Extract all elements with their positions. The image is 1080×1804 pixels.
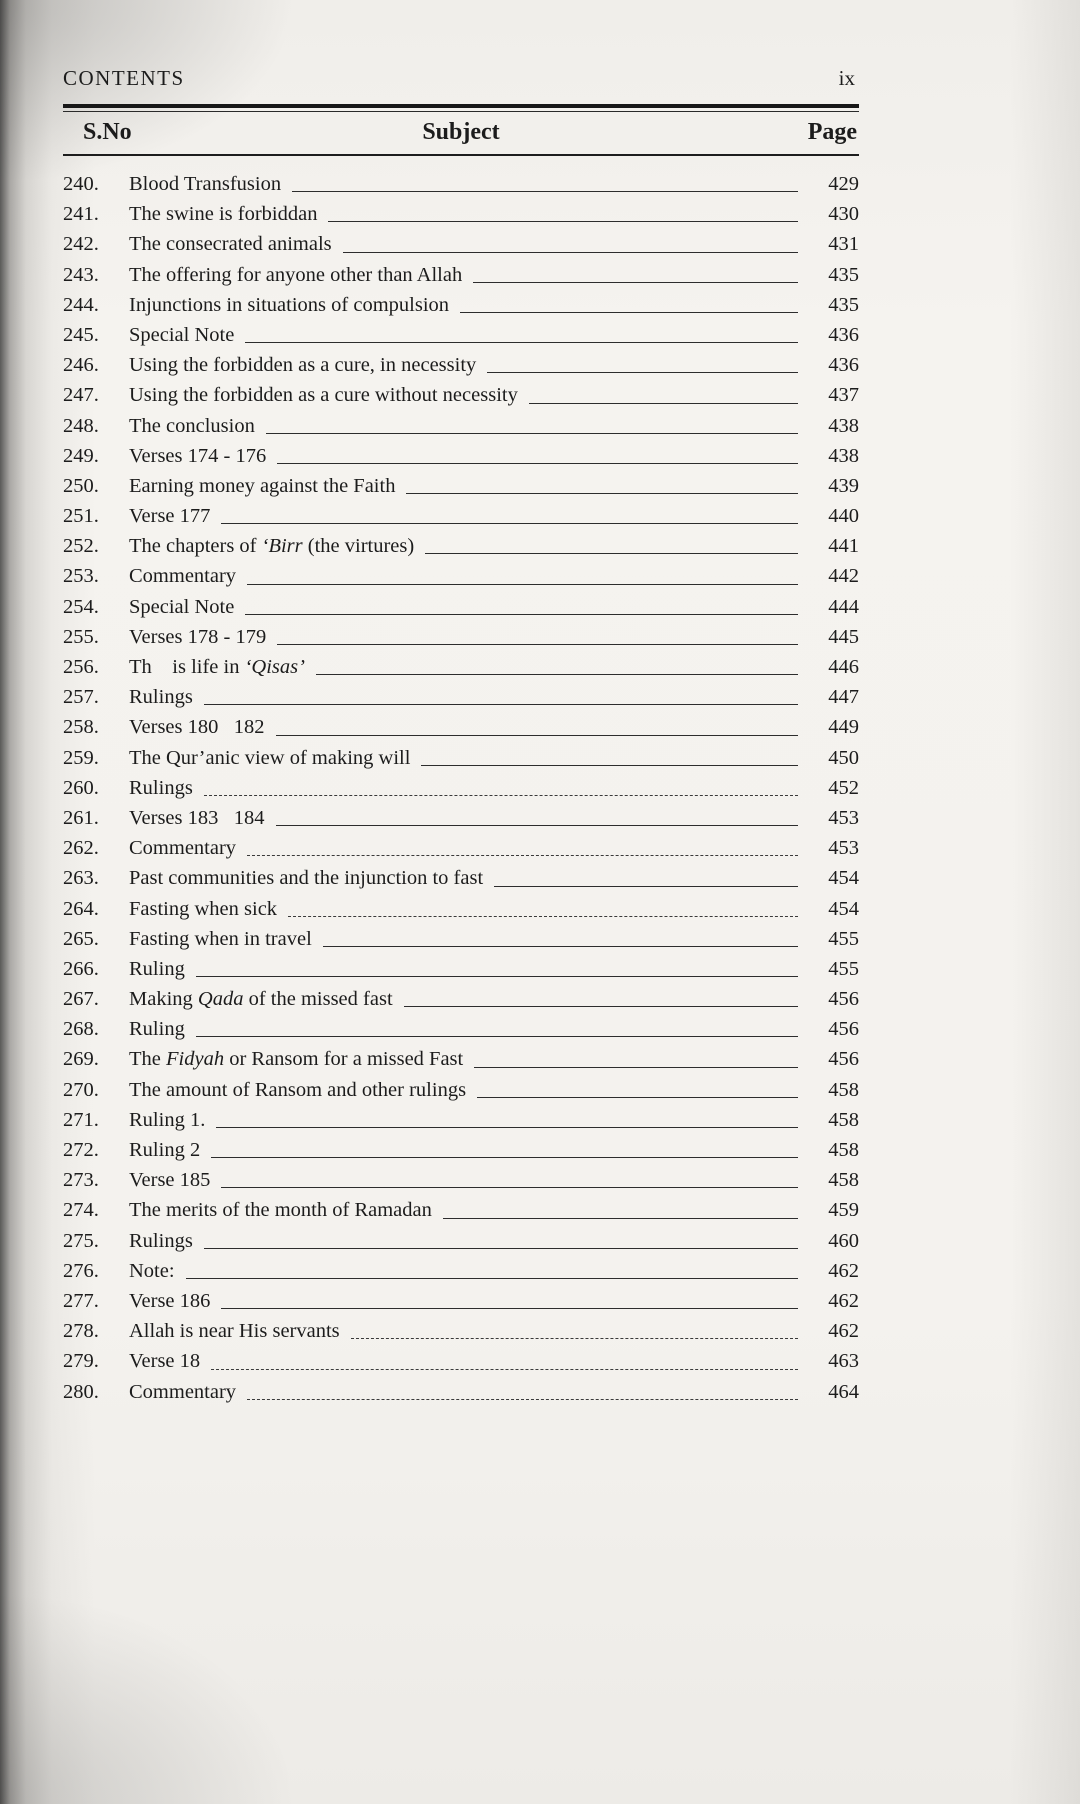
toc-entry-subject: The Fidyah or Ransom for a missed Fast	[129, 1048, 464, 1071]
column-header-sno: S.No	[83, 119, 132, 145]
toc-entry-number: 267.	[63, 988, 99, 1011]
toc-entry-page: 453	[828, 837, 859, 860]
toc-row	[63, 441, 859, 471]
toc-entry-page: 453	[828, 806, 859, 829]
toc-entry-number: 247.	[63, 384, 99, 407]
toc-entry-page: 463	[828, 1350, 859, 1373]
toc-entry-subject: The Qur’anic view of making will	[129, 746, 411, 769]
toc-entry-number: 266.	[63, 957, 99, 980]
toc-entry-subject: Commentary	[129, 565, 237, 588]
toc-row	[63, 1044, 859, 1074]
leader-line	[276, 735, 798, 736]
toc-row	[63, 471, 859, 501]
toc-row	[63, 260, 859, 290]
leader-line	[421, 765, 798, 766]
leader-line	[404, 1006, 798, 1007]
toc-entry-number: 269.	[63, 1048, 99, 1071]
toc-entry-page: 458	[828, 1078, 859, 1101]
leader-line	[221, 1187, 798, 1188]
leader-line	[494, 886, 798, 887]
leader-line	[323, 946, 798, 947]
toc-entry-page: 455	[828, 957, 859, 980]
toc-row	[63, 1286, 859, 1316]
toc-entry-subject: The consecrated animals	[129, 233, 332, 256]
toc-entry-number: 254.	[63, 595, 99, 618]
leader-line	[443, 1218, 798, 1219]
toc-row	[63, 199, 859, 229]
toc-entry-number: 279.	[63, 1350, 99, 1373]
toc-row	[63, 1377, 859, 1407]
toc-entry-number: 275.	[63, 1229, 99, 1252]
leader-line	[343, 252, 798, 253]
toc-entry-page: 431	[828, 233, 859, 256]
toc-entry-number: 271.	[63, 1108, 99, 1131]
toc-entry-subject: Ruling 2	[129, 1139, 201, 1161]
toc-entry-number: 244.	[63, 293, 99, 316]
toc-entry-subject: Special Note	[129, 323, 235, 346]
toc-entry-subject: Blood Transfusion	[129, 173, 282, 195]
toc-row	[63, 290, 859, 320]
toc-entry-subject: Past communities and the injunction to fast	[129, 867, 484, 890]
running-head: CONTENTS	[63, 66, 185, 90]
toc-row	[63, 1105, 859, 1135]
leader-line	[460, 312, 798, 313]
leader-line	[211, 1369, 798, 1370]
toc-entry-number: 280.	[63, 1380, 99, 1403]
toc-entry-page: 459	[828, 1199, 859, 1222]
toc-entry-subject: Making Qada of the missed fast	[129, 988, 393, 1011]
leader-line	[221, 523, 798, 524]
toc-row	[63, 501, 859, 531]
toc-entry-page: 458	[828, 1108, 859, 1131]
toc-entry-number: 270.	[63, 1078, 99, 1101]
leader-line	[288, 916, 798, 917]
toc-entry-number: 265.	[63, 927, 99, 950]
toc-row	[63, 411, 859, 441]
toc-entry-page: 456	[828, 1018, 859, 1041]
toc-entry-subject: Special Note	[129, 595, 235, 618]
toc-entry-page: 449	[828, 716, 859, 739]
leader-line	[245, 342, 798, 343]
toc-entry-number: 263.	[63, 867, 99, 890]
toc-entry-subject: The merits of the month of Ramadan	[129, 1199, 432, 1222]
toc-row	[63, 682, 859, 712]
toc-entry-subject: The offering for anyone other than Allah	[129, 263, 463, 286]
leader-line	[211, 1157, 798, 1158]
toc-row	[63, 652, 859, 682]
toc-entry-subject: Th is life in ‘Qisas’	[129, 656, 305, 678]
toc-row	[63, 561, 859, 591]
leader-line	[247, 855, 798, 856]
toc-entry-number: 268.	[63, 1018, 99, 1041]
leader-line	[247, 584, 798, 585]
toc-row	[63, 1195, 859, 1225]
toc-entry-number: 250.	[63, 474, 99, 497]
folio-page-number: ix	[838, 66, 855, 90]
toc-entry-subject: Note:	[129, 1259, 175, 1282]
toc-entry-number: 253.	[63, 565, 99, 588]
toc-entry-page: 456	[828, 1048, 859, 1071]
toc-entry-subject: Commentary	[129, 1380, 237, 1403]
toc-row	[63, 350, 859, 380]
toc-entry-number: 242.	[63, 233, 99, 256]
toc-entry-page: 447	[828, 686, 859, 709]
toc-row	[63, 229, 859, 259]
toc-entry-page: 435	[828, 293, 859, 316]
toc-entry-subject: Rulings	[129, 1229, 193, 1252]
toc-row	[63, 531, 859, 561]
toc-entry-page: 437	[828, 384, 859, 407]
toc-entry-number: 276.	[63, 1259, 99, 1282]
top-rule-thick	[63, 104, 859, 108]
toc-entry-subject: Ruling 1.	[129, 1108, 206, 1131]
toc-row	[63, 863, 859, 893]
toc-entry-subject: Verse 186	[129, 1289, 211, 1312]
toc-entry-subject: Commentary	[129, 837, 237, 860]
toc-entry-subject: Verse 177	[129, 505, 211, 528]
toc-row	[63, 712, 859, 742]
toc-entry-subject: Injunctions in situations of compulsion	[129, 293, 450, 316]
leader-line	[186, 1278, 798, 1279]
toc-entry-number: 249.	[63, 444, 99, 467]
leader-line	[477, 1097, 798, 1098]
toc-entry-number: 257.	[63, 686, 99, 709]
toc-entry-page: 430	[828, 203, 859, 226]
toc-entry-subject: Allah is near His servants	[129, 1320, 340, 1343]
leader-line	[316, 674, 798, 675]
toc-entry-number: 240.	[63, 173, 99, 195]
toc-entry-number: 252.	[63, 535, 99, 558]
toc-entry-number: 243.	[63, 263, 99, 286]
toc-row	[63, 743, 859, 773]
leader-line	[196, 1036, 798, 1037]
toc-row	[63, 1075, 859, 1105]
toc-row	[63, 1135, 859, 1165]
toc-entry-number: 260.	[63, 776, 99, 799]
toc-entry-subject: Using the forbidden as a cure without necessity	[129, 384, 518, 407]
toc-entry-page: 444	[828, 595, 859, 618]
toc-entry-page: 441	[828, 535, 859, 558]
toc-entry-subject: Verses 178 - 179	[129, 625, 267, 648]
toc-entry-number: 245.	[63, 323, 99, 346]
toc-entry-number: 248.	[63, 414, 99, 437]
toc-row	[63, 894, 859, 924]
toc-entry-number: 278.	[63, 1320, 99, 1343]
leader-line	[474, 1067, 798, 1068]
toc-entry-page: 458	[828, 1139, 859, 1161]
toc-row	[63, 622, 859, 652]
column-header-subject: Subject	[422, 119, 500, 145]
toc-row	[63, 1165, 859, 1195]
toc-entry-page: 436	[828, 323, 859, 346]
toc-row	[63, 380, 859, 410]
toc-row	[63, 169, 859, 199]
toc-entry-page: 435	[828, 263, 859, 286]
toc-entry-subject: Using the forbidden as a cure, in necessity	[129, 354, 477, 377]
toc-row	[63, 320, 859, 350]
toc-entry-subject: The conclusion	[129, 414, 255, 437]
leader-line	[247, 1399, 798, 1400]
leader-line	[196, 976, 798, 977]
leader-line	[216, 1127, 798, 1128]
toc-entry-subject: Rulings	[129, 686, 193, 709]
toc-entry-number: 273.	[63, 1169, 99, 1192]
toc-row	[63, 1226, 859, 1256]
leader-line	[204, 795, 798, 796]
leader-line	[425, 553, 798, 554]
toc-entry-number: 258.	[63, 716, 99, 739]
leader-line	[204, 1248, 798, 1249]
leader-line	[406, 493, 798, 494]
toc-entry-page: 439	[828, 474, 859, 497]
toc-row	[63, 954, 859, 984]
toc-entry-number: 255.	[63, 625, 99, 648]
toc-entry-number: 277.	[63, 1289, 99, 1312]
toc-row	[63, 1316, 859, 1346]
toc-entry-page: 462	[828, 1289, 859, 1312]
toc-entry-page: 438	[828, 444, 859, 467]
toc-entry-page: 454	[828, 897, 859, 920]
page-header	[63, 66, 859, 91]
toc-entry-page: 446	[828, 656, 859, 678]
toc-entry-page: 436	[828, 354, 859, 377]
toc-entry-page: 462	[828, 1259, 859, 1282]
toc-entry-subject: Verse 185	[129, 1169, 211, 1192]
toc-entry-page: 445	[828, 625, 859, 648]
toc-entry-page: 452	[828, 776, 859, 799]
toc-entry-page: 464	[828, 1380, 859, 1403]
toc-entry-page: 455	[828, 927, 859, 950]
toc-entry-page: 450	[828, 746, 859, 769]
toc-entry-subject: Verses 180 182	[129, 716, 265, 739]
toc-row	[63, 984, 859, 1014]
toc-entry-subject: Verse 18	[129, 1350, 201, 1373]
toc-entry-number: 246.	[63, 354, 99, 377]
leader-line	[487, 372, 798, 373]
toc-entry-number: 262.	[63, 837, 99, 860]
toc-row	[63, 803, 859, 833]
toc-row	[63, 1014, 859, 1044]
toc-entry-number: 264.	[63, 897, 99, 920]
toc-entry-number: 251.	[63, 505, 99, 528]
leader-line	[529, 403, 798, 404]
leader-line	[266, 433, 798, 434]
leader-line	[351, 1338, 798, 1339]
column-header-page: Page	[807, 119, 857, 145]
toc-entry-subject: Ruling	[129, 957, 185, 980]
toc-row	[63, 1346, 859, 1376]
toc-entry-page: 458	[828, 1169, 859, 1192]
toc-entry-page: 460	[828, 1229, 859, 1252]
leader-line	[292, 191, 798, 192]
toc-entry-number: 272.	[63, 1139, 99, 1161]
toc-row	[63, 592, 859, 622]
leader-line	[277, 463, 798, 464]
leader-line	[221, 1308, 798, 1309]
toc-content	[63, 66, 859, 1407]
toc-entry-number: 256.	[63, 656, 99, 678]
toc-entry-page: 456	[828, 988, 859, 1011]
toc-entry-page: 429	[828, 173, 859, 195]
toc-entry-subject: Ruling	[129, 1018, 185, 1041]
toc-entry-number: 259.	[63, 746, 99, 769]
toc-entry-subject: Verses 183 184	[129, 806, 265, 829]
toc-entry-subject: The chapters of ‘Birr (the virtures)	[129, 535, 415, 558]
leader-line	[245, 614, 798, 615]
toc-entry-number: 241.	[63, 203, 99, 226]
toc-row	[63, 924, 859, 954]
toc-entry-number: 261.	[63, 806, 99, 829]
toc-entry-subject: Verses 174 - 176	[129, 444, 267, 467]
toc-entry-subject: Earning money against the Faith	[129, 474, 396, 497]
toc-entry-subject: Rulings	[129, 776, 193, 799]
toc-entry-page: 462	[828, 1320, 859, 1343]
toc-entry-page: 442	[828, 565, 859, 588]
toc-entry-number: 274.	[63, 1199, 99, 1222]
leader-line	[277, 644, 798, 645]
toc-body	[63, 169, 859, 1407]
toc-entry-subject: The swine is forbiddan	[129, 203, 318, 226]
toc-entry-subject: The amount of Ransom and other rulings	[129, 1078, 467, 1101]
toc-entry-page: 438	[828, 414, 859, 437]
toc-row	[63, 773, 859, 803]
toc-entry-subject: Fasting when sick	[129, 897, 278, 920]
leader-line	[328, 221, 798, 222]
toc-row	[63, 1256, 859, 1286]
toc-entry-page: 440	[828, 505, 859, 528]
leader-line	[276, 825, 798, 826]
toc-entry-subject: Fasting when in travel	[129, 927, 312, 950]
column-headers	[63, 112, 859, 152]
leader-line	[204, 704, 798, 705]
leader-line	[473, 282, 798, 283]
toc-entry-page: 454	[828, 867, 859, 890]
toc-row	[63, 833, 859, 863]
header-bottom-rule	[63, 154, 859, 156]
